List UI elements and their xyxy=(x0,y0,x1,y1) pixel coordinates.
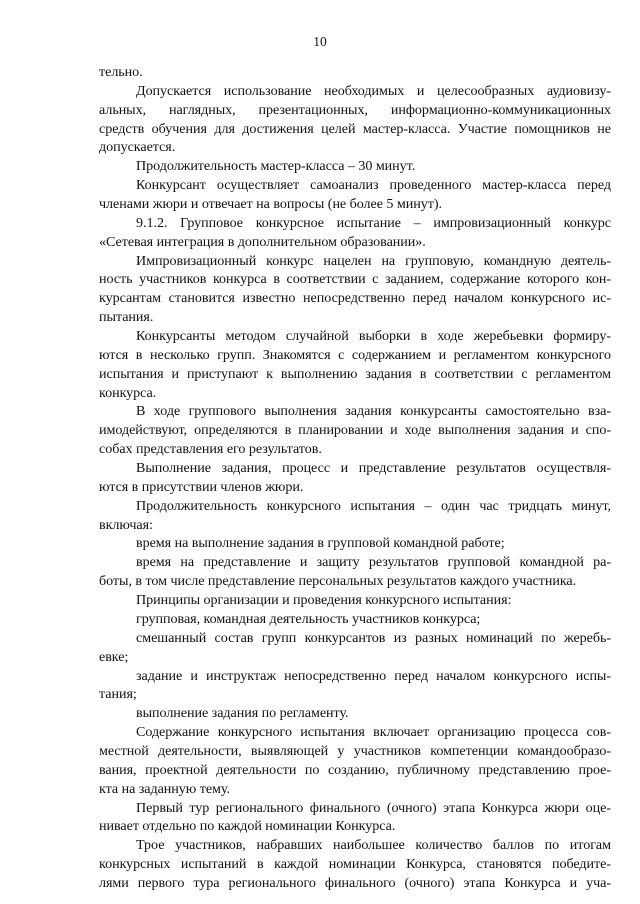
text-line: средств обучения для достижения целей мастер-класса. Участие помощников не xyxy=(99,120,611,137)
text-line: собах представления его результатов. xyxy=(99,441,322,458)
text-line: допускается. xyxy=(99,139,176,156)
text-line: имодействуют, определяются в планировании и ходе выполнения задания и спо- xyxy=(99,422,611,439)
text-line: групповая, командная деятельность участников конкурса; xyxy=(136,610,481,627)
text-line: включая: xyxy=(99,516,153,533)
text-line: кта на заданную тему. xyxy=(99,780,230,797)
text-line: Принципы организации и проведения конкурсного испытания: xyxy=(136,592,512,609)
text-line: Выполнение задания, процесс и представление результатов осуществля- xyxy=(136,460,611,477)
text-line: евке; xyxy=(99,648,129,665)
text-line: местной деятельности, выявляющей у участников компетенции командообразо- xyxy=(99,742,611,759)
text-line: задание и инструктаж непосредственно перед началом конкурсного испы- xyxy=(136,667,611,684)
text-line: Конкурсанты методом случайной выборки в ходе жеребьевки формиру- xyxy=(136,328,611,345)
text-line: выполнение задания по регламенту. xyxy=(136,705,349,722)
text-line: Продолжительность мастер-класса – 30 минут. xyxy=(136,158,416,175)
text-line: боты, в том числе представление персональных результатов каждого участника. xyxy=(99,573,577,590)
text-line: 9.1.2. Групповое конкурсное испытание – импровизационный конкурс xyxy=(136,214,611,231)
text-line: конкурсных испытаний в каждой номинации Конкурса, становятся победите- xyxy=(99,856,611,873)
text-line: Допускается использование необходимых и целесообразных аудиовизу- xyxy=(136,82,611,99)
text-line: Содержание конкурсного испытания включает организацию процесса сов- xyxy=(136,724,611,741)
text-line: смешанный состав групп конкурсантов из разных номинаций по жеребь- xyxy=(136,629,611,646)
text-line: тельно. xyxy=(99,64,143,80)
text-line: Конкурсант осуществляет самоанализ проведенного мастер-класса перед xyxy=(136,177,611,194)
text-line: ются в присутствии членов жюри. xyxy=(99,478,304,495)
text-line: альных, наглядных, презентационных, информационно-коммуникационных xyxy=(99,101,611,118)
document-body xyxy=(99,63,611,893)
text-line: Импровизационный конкурс нацелен на групповую, командную деятель- xyxy=(136,252,611,269)
text-line: ность участников конкурса в соответствии с заданием, содержание которого кон- xyxy=(99,271,611,288)
text-line: членами жюри и отвечает на вопросы (не более 5 минут). xyxy=(99,196,442,213)
text-line: лями первого тура регионального финального (очного) этапа Конкурса и уча- xyxy=(99,874,611,891)
text-line: тания; xyxy=(99,686,137,703)
text-line: время на представление и защиту результатов групповой командной ра- xyxy=(136,554,611,571)
text-line: Продолжительность конкурсного испытания – один час тридцать минут, xyxy=(136,497,611,514)
text-line: Трое участников, набравших наибольшее количество баллов по итогам xyxy=(136,837,611,854)
text-line: курсантам становится известно непосредственно перед началом конкурсного ис- xyxy=(99,290,611,307)
text-line: время на выполнение задания в групповой командной работе; xyxy=(136,535,505,552)
text-line: нивает отдельно по каждой номинации Конкурса. xyxy=(99,818,396,835)
text-line: ются в несколько групп. Знакомятся с содержанием и регламентом конкурсного xyxy=(99,346,611,363)
text-line: испытания и приступают к выполнению задания в соответствии с регламентом xyxy=(99,365,611,382)
text-line: Первый тур регионального финального (очного) этапа Конкурса жюри оце- xyxy=(136,799,611,816)
text-line: В ходе группового выполнения задания конкурсанты самостоятельно вза- xyxy=(136,403,611,420)
page-number: 10 xyxy=(313,34,327,49)
text-line: конкурса. xyxy=(99,384,157,401)
text-line: пытания. xyxy=(99,309,154,326)
text-line: вания, проектной деятельности по созданию, публичному представлению прое- xyxy=(99,761,611,778)
text-line: «Сетевая интеграция в дополнительном образовании». xyxy=(99,233,426,250)
